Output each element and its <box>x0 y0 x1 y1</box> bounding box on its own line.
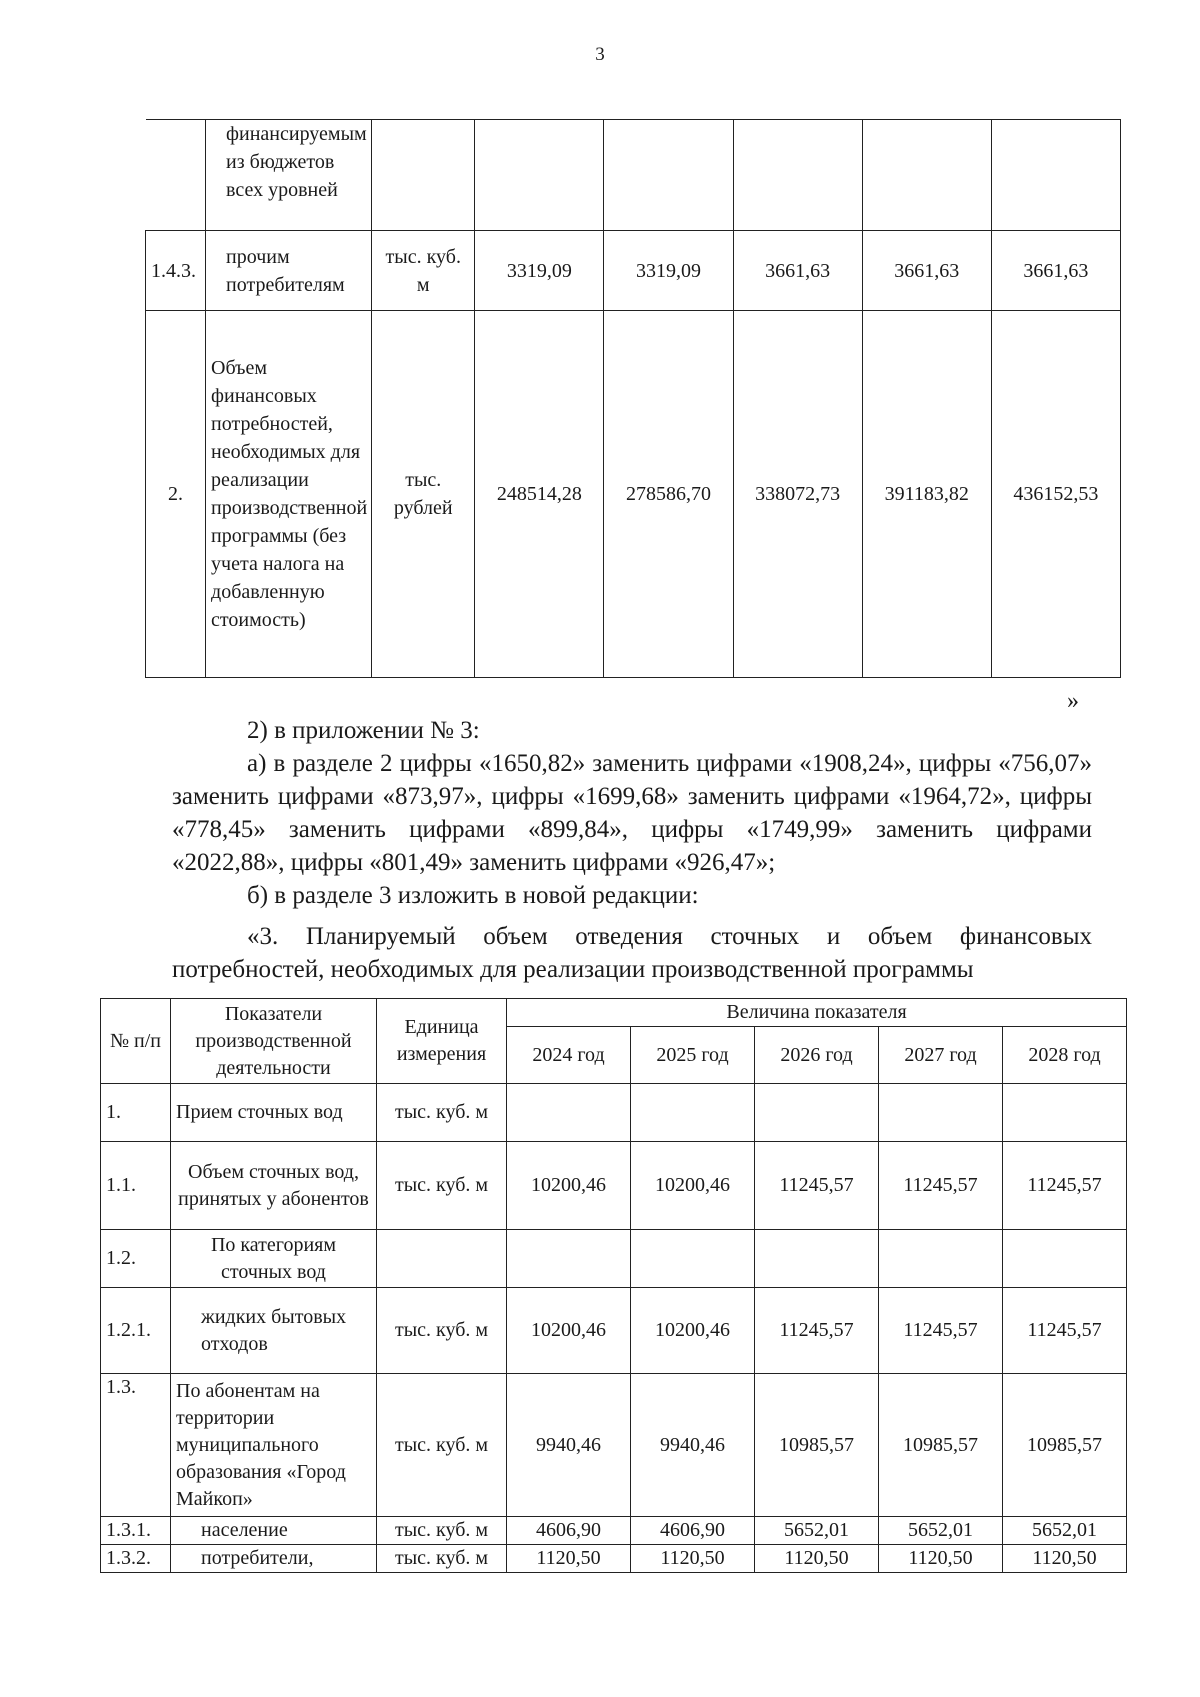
value-cell: 1120,50 <box>631 1545 755 1573</box>
value-cell: 436152,53 <box>991 311 1120 678</box>
indicator-name: финансируемым из бюджетов всех уровней <box>206 120 372 231</box>
indicator-name: По абонентам на территории муниципального образования «Город Майкоп» <box>171 1374 377 1517</box>
value-cell: 1120,50 <box>507 1545 631 1573</box>
page-number: 3 <box>595 44 605 65</box>
unit-cell: тыс. куб. м <box>377 1545 507 1573</box>
header-year: 2025 год <box>631 1027 755 1084</box>
row-number: 1.3.2. <box>101 1545 171 1573</box>
value-cell <box>879 1084 1003 1142</box>
value-cell <box>755 1230 879 1288</box>
row-number: 1.4.3. <box>146 231 206 311</box>
closing-quote: » <box>1067 688 1079 714</box>
value-cell <box>507 1230 631 1288</box>
value-cell <box>631 1230 755 1288</box>
value-cell: 11245,57 <box>879 1142 1003 1230</box>
value-cell <box>631 1084 755 1142</box>
value-cell: 3661,63 <box>733 231 862 311</box>
row-number: 1.2.1. <box>101 1288 171 1374</box>
wastewater-table <box>100 998 1127 1573</box>
unit-cell: тыс. куб. м <box>372 231 475 311</box>
value-cell: 3661,63 <box>862 231 991 311</box>
value-cell: 10200,46 <box>507 1288 631 1374</box>
table-row <box>146 120 1121 231</box>
header-year: 2026 год <box>755 1027 879 1084</box>
value-cell: 3661,63 <box>991 231 1120 311</box>
value-cell: 11245,57 <box>755 1288 879 1374</box>
table-row <box>101 1288 1127 1374</box>
table-row <box>101 1374 1127 1517</box>
row-number: 1.2. <box>101 1230 171 1288</box>
value-cell: 10200,46 <box>631 1288 755 1374</box>
value-cell: 11245,57 <box>1003 1288 1127 1374</box>
value-cell: 278586,70 <box>604 311 733 678</box>
indicator-name: Объем сточных вод, принятых у абонентов <box>171 1142 377 1230</box>
header-year: 2024 год <box>507 1027 631 1084</box>
indicator-name: жидких бытовых отходов <box>171 1288 377 1374</box>
value-cell: 248514,28 <box>475 311 604 678</box>
row-number: 2. <box>146 311 206 678</box>
indicator-name: Объем финансовых потребностей, необходимых для реализации производственной программы (без учета налога на добавленную стоимость) <box>206 311 372 678</box>
value-cell: 3319,09 <box>604 231 733 311</box>
value-cell <box>1003 1084 1127 1142</box>
value-cell: 11245,57 <box>755 1142 879 1230</box>
header-year: 2027 год <box>879 1027 1003 1084</box>
value-cell <box>733 120 862 231</box>
value-cell <box>507 1084 631 1142</box>
value-cell <box>991 120 1120 231</box>
table-row <box>101 1545 1127 1573</box>
value-cell: 10985,57 <box>1003 1374 1127 1517</box>
paragraph-section3: б) в разделе 3 изложить в новой редакции: <box>247 882 699 909</box>
unit-cell: тыс. куб. м <box>377 1517 507 1545</box>
unit-cell: тыс. куб. м <box>377 1374 507 1517</box>
table-header-row <box>101 999 1127 1027</box>
paragraph-appendix: 2) в приложении № 3: <box>247 717 480 744</box>
indicator-name: По категориям сточных вод <box>171 1230 377 1288</box>
table-row <box>101 1230 1127 1288</box>
value-cell: 1120,50 <box>1003 1545 1127 1573</box>
value-cell <box>879 1230 1003 1288</box>
row-number: 1. <box>101 1084 171 1142</box>
paragraph-replacements: а) в разделе 2 цифры «1650,82» заменить цифрами «1908,24», цифры «756,07» заменить цифрами «873,97», цифры «1699,68» заменить цифрами «1964,72», цифры «778,45» заменить цифрами «899,84», цифры «1749,99» заменить цифрами «2022,88», цифры «801,49» заменить цифрами «926,47»; <box>172 750 1092 876</box>
unit-cell <box>372 120 475 231</box>
value-cell: 1120,50 <box>879 1545 1003 1573</box>
header-indicator: Показатели производственной деятельности <box>171 999 377 1084</box>
row-number <box>146 120 206 231</box>
value-cell: 10200,46 <box>507 1142 631 1230</box>
table-row <box>101 1084 1127 1142</box>
row-number: 1.1. <box>101 1142 171 1230</box>
value-cell <box>755 1084 879 1142</box>
value-cell: 10985,57 <box>879 1374 1003 1517</box>
unit-cell: тыс. куб. м <box>377 1084 507 1142</box>
value-cell: 1120,50 <box>755 1545 879 1573</box>
value-cell <box>475 120 604 231</box>
value-cell: 4606,90 <box>631 1517 755 1545</box>
table-row <box>146 311 1121 678</box>
unit-cell: тыс. куб. м <box>377 1288 507 1374</box>
value-cell: 5652,01 <box>879 1517 1003 1545</box>
table-row <box>101 1142 1127 1230</box>
header-value-group: Величина показателя <box>507 999 1127 1027</box>
value-cell: 11245,57 <box>1003 1142 1127 1230</box>
unit-cell: тыс. куб. м <box>377 1142 507 1230</box>
value-cell: 5652,01 <box>755 1517 879 1545</box>
value-cell: 391183,82 <box>862 311 991 678</box>
value-cell <box>604 120 733 231</box>
value-cell <box>1003 1230 1127 1288</box>
row-number: 1.3. <box>101 1374 171 1517</box>
value-cell: 9940,46 <box>631 1374 755 1517</box>
value-cell: 10200,46 <box>631 1142 755 1230</box>
unit-cell <box>377 1230 507 1288</box>
value-cell: 11245,57 <box>879 1288 1003 1374</box>
row-number: 1.3.1. <box>101 1517 171 1545</box>
unit-cell: тыс. рублей <box>372 311 475 678</box>
indicator-name: потребители, <box>171 1545 377 1573</box>
header-unit: Единица измерения <box>377 999 507 1084</box>
table-row <box>146 231 1121 311</box>
section-heading: «3. Планируемый объем отведения сточных и объем финансовых потребностей, необходимых для реализации производственной программы <box>172 923 1092 983</box>
indicator-name: Прием сточных вод <box>171 1084 377 1142</box>
value-cell <box>862 120 991 231</box>
value-cell: 4606,90 <box>507 1517 631 1545</box>
indicator-name: население <box>171 1517 377 1545</box>
value-cell: 338072,73 <box>733 311 862 678</box>
indicator-name: прочим потребителям <box>206 231 372 311</box>
header-year: 2028 год <box>1003 1027 1127 1084</box>
value-cell: 10985,57 <box>755 1374 879 1517</box>
table-row <box>101 1517 1127 1545</box>
continued-table <box>145 119 1121 678</box>
value-cell: 3319,09 <box>475 231 604 311</box>
value-cell: 9940,46 <box>507 1374 631 1517</box>
value-cell: 5652,01 <box>1003 1517 1127 1545</box>
header-num: № п/п <box>101 999 171 1084</box>
